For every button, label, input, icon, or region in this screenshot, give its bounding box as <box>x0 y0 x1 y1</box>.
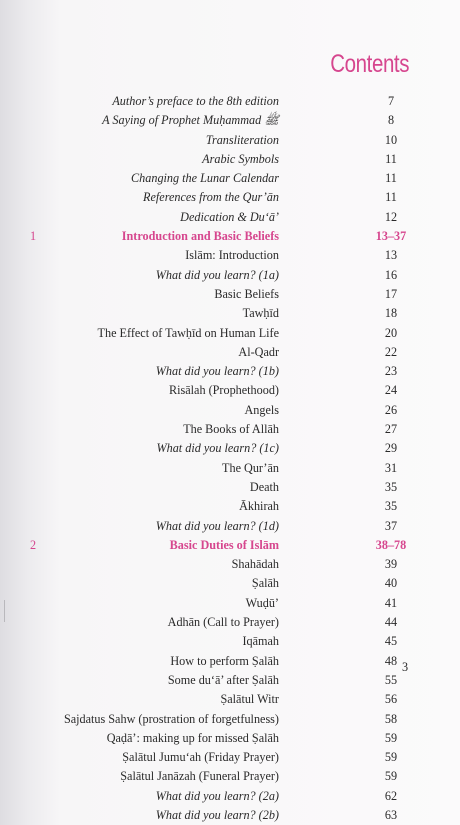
toc-entry <box>0 459 460 478</box>
entry-page: 63 <box>384 807 398 822</box>
toc-entry <box>0 324 460 343</box>
entry-page: 18 <box>384 306 398 321</box>
entry-title: Author’s preface to the 8th edition <box>112 94 279 108</box>
toc-entry <box>0 266 460 285</box>
entry-title: Wuḍū’ <box>245 595 279 610</box>
toc-entry <box>0 131 460 150</box>
entry-title: Arabic Symbols <box>202 151 279 166</box>
entry-title: What did you learn? (1d) <box>155 518 279 533</box>
entry-page: 10 <box>384 132 398 147</box>
entry-page: 11 <box>385 171 397 186</box>
entry-title: Ṣalātul Janāzah (Funeral Prayer) <box>120 769 279 784</box>
toc-entry <box>0 690 460 709</box>
entry-title: What did you learn? (2b) <box>155 807 279 822</box>
entry-title: The Books of Allāh <box>183 422 279 437</box>
toc-entry <box>0 497 460 516</box>
entry-page: 35 <box>384 479 398 494</box>
toc-entry <box>0 343 460 362</box>
entry-title: The Qur’ān <box>222 460 279 475</box>
entry-page: 39 <box>384 557 398 572</box>
entry-page: 17 <box>384 286 398 301</box>
entry-title: Ṣalātul Jumu‘ah (Friday Prayer) <box>122 750 279 765</box>
entry-title: Al-Qadr <box>238 344 279 359</box>
toc-entry <box>0 362 460 381</box>
entry-title: Risālah (Prophethood) <box>168 383 279 398</box>
entry-title: Death <box>249 479 279 494</box>
table-of-contents <box>0 92 460 825</box>
toc-entry <box>0 787 460 806</box>
toc-entry <box>0 420 460 439</box>
entry-page: 62 <box>384 788 398 803</box>
entry-title: Adhān (Call to Prayer) <box>167 615 279 630</box>
toc-entry <box>0 208 460 227</box>
entry-title: The Effect of Tawḥīd on Human Life <box>97 325 279 340</box>
entry-title: Angels <box>244 402 279 417</box>
toc-entry <box>0 92 460 111</box>
entry-page: 56 <box>384 692 398 707</box>
entry-title: Iqāmah <box>242 634 279 649</box>
entry-page: 22 <box>384 344 398 359</box>
toc-entry <box>0 806 460 825</box>
chapter-number: 1 <box>30 229 37 244</box>
entry-page: 24 <box>384 383 398 398</box>
entry-page: 8 <box>387 113 395 128</box>
entry-page: 45 <box>384 634 398 649</box>
entry-page: 55 <box>384 672 398 687</box>
entry-page: 59 <box>384 730 398 745</box>
toc-entry <box>0 111 460 130</box>
entry-page: 37 <box>384 518 398 533</box>
entry-page: 29 <box>384 441 398 456</box>
toc-entry <box>0 767 460 786</box>
entry-page: 13 <box>384 248 398 263</box>
entry-page: 35 <box>384 499 398 514</box>
entry-page: 58 <box>384 711 398 726</box>
toc-entry <box>0 150 460 169</box>
entry-page: 12 <box>384 209 398 224</box>
entry-title: Introduction and Basic Beliefs <box>121 229 279 244</box>
toc-entry <box>0 555 460 574</box>
entry-title: Sajdatus Sahw (prostration of forgetfulness) <box>63 711 279 726</box>
entry-page: 26 <box>384 402 398 417</box>
toc-entry <box>0 439 460 458</box>
toc-entry <box>0 632 460 651</box>
entry-title: Ākhirah <box>239 499 279 514</box>
toc-entry <box>0 613 460 632</box>
entry-title: How to perform Ṣalāh <box>170 653 279 668</box>
entry-title: Transliteration <box>205 132 279 147</box>
toc-entry <box>0 246 460 265</box>
toc-entry <box>0 188 460 207</box>
entry-page: 20 <box>384 325 398 340</box>
entry-page: 40 <box>384 576 398 591</box>
toc-entry <box>0 748 460 767</box>
chapter-number: 2 <box>30 537 37 552</box>
toc-entry <box>0 517 460 536</box>
entry-title: Shahādah <box>231 557 279 572</box>
toc-entry <box>0 671 460 690</box>
entry-title: Basic Duties of Islām <box>169 537 279 552</box>
toc-entry <box>0 710 460 729</box>
entry-page: 38–78 <box>375 537 407 552</box>
entry-page: 59 <box>384 769 398 784</box>
entry-page: 13–37 <box>375 229 407 244</box>
toc-entry <box>0 594 460 613</box>
entry-page: 27 <box>384 422 398 437</box>
toc-chapter-row <box>0 227 460 246</box>
entry-title: Basic Beliefs <box>214 286 279 301</box>
entry-page: 44 <box>384 615 398 630</box>
toc-entry <box>0 574 460 593</box>
entry-title: Dedication & Du‘ā’ <box>180 209 279 224</box>
entry-page: 31 <box>384 460 398 475</box>
page-number: 3 <box>402 660 409 674</box>
entry-title: References from the Qur’ān <box>143 190 279 205</box>
toc-entry <box>0 381 460 400</box>
entry-title: Ṣalāh <box>251 576 279 591</box>
entry-title: What did you learn? (1a) <box>155 267 279 282</box>
entry-title: Ṣalātul Witr <box>220 692 279 707</box>
toc-entry <box>0 304 460 323</box>
toc-chapter-row <box>0 536 460 555</box>
entry-title: Qaḍā’: making up for missed Ṣalāh <box>106 730 279 745</box>
entry-title: What did you learn? (1c) <box>156 441 279 456</box>
toc-entry <box>0 478 460 497</box>
entry-page: 7 <box>387 94 395 108</box>
entry-page: 41 <box>384 595 398 610</box>
toc-entry <box>0 401 460 420</box>
entry-page: 59 <box>384 750 398 765</box>
entry-title: What did you learn? (2a) <box>155 788 279 803</box>
entry-title: Tawḥīd <box>242 306 279 321</box>
toc-entry <box>0 285 460 304</box>
toc-entry <box>0 729 460 748</box>
entry-title: A Saying of Prophet Muḥammad ﷺ <box>102 113 279 128</box>
entry-title: Changing the Lunar Calendar <box>131 171 279 186</box>
toc-entry <box>0 169 460 188</box>
entry-page: 11 <box>385 151 397 166</box>
entry-title: Some du‘ā’ after Ṣalāh <box>167 672 279 687</box>
entry-page: 48 <box>384 653 398 668</box>
entry-title: What did you learn? (1b) <box>155 364 279 379</box>
entry-title: Islām: Introduction <box>185 248 279 263</box>
entry-page: 16 <box>384 267 398 282</box>
entry-page: 23 <box>384 364 398 379</box>
page-title: Contents <box>330 50 409 78</box>
entry-page: 11 <box>385 190 397 205</box>
toc-entry <box>0 652 460 671</box>
